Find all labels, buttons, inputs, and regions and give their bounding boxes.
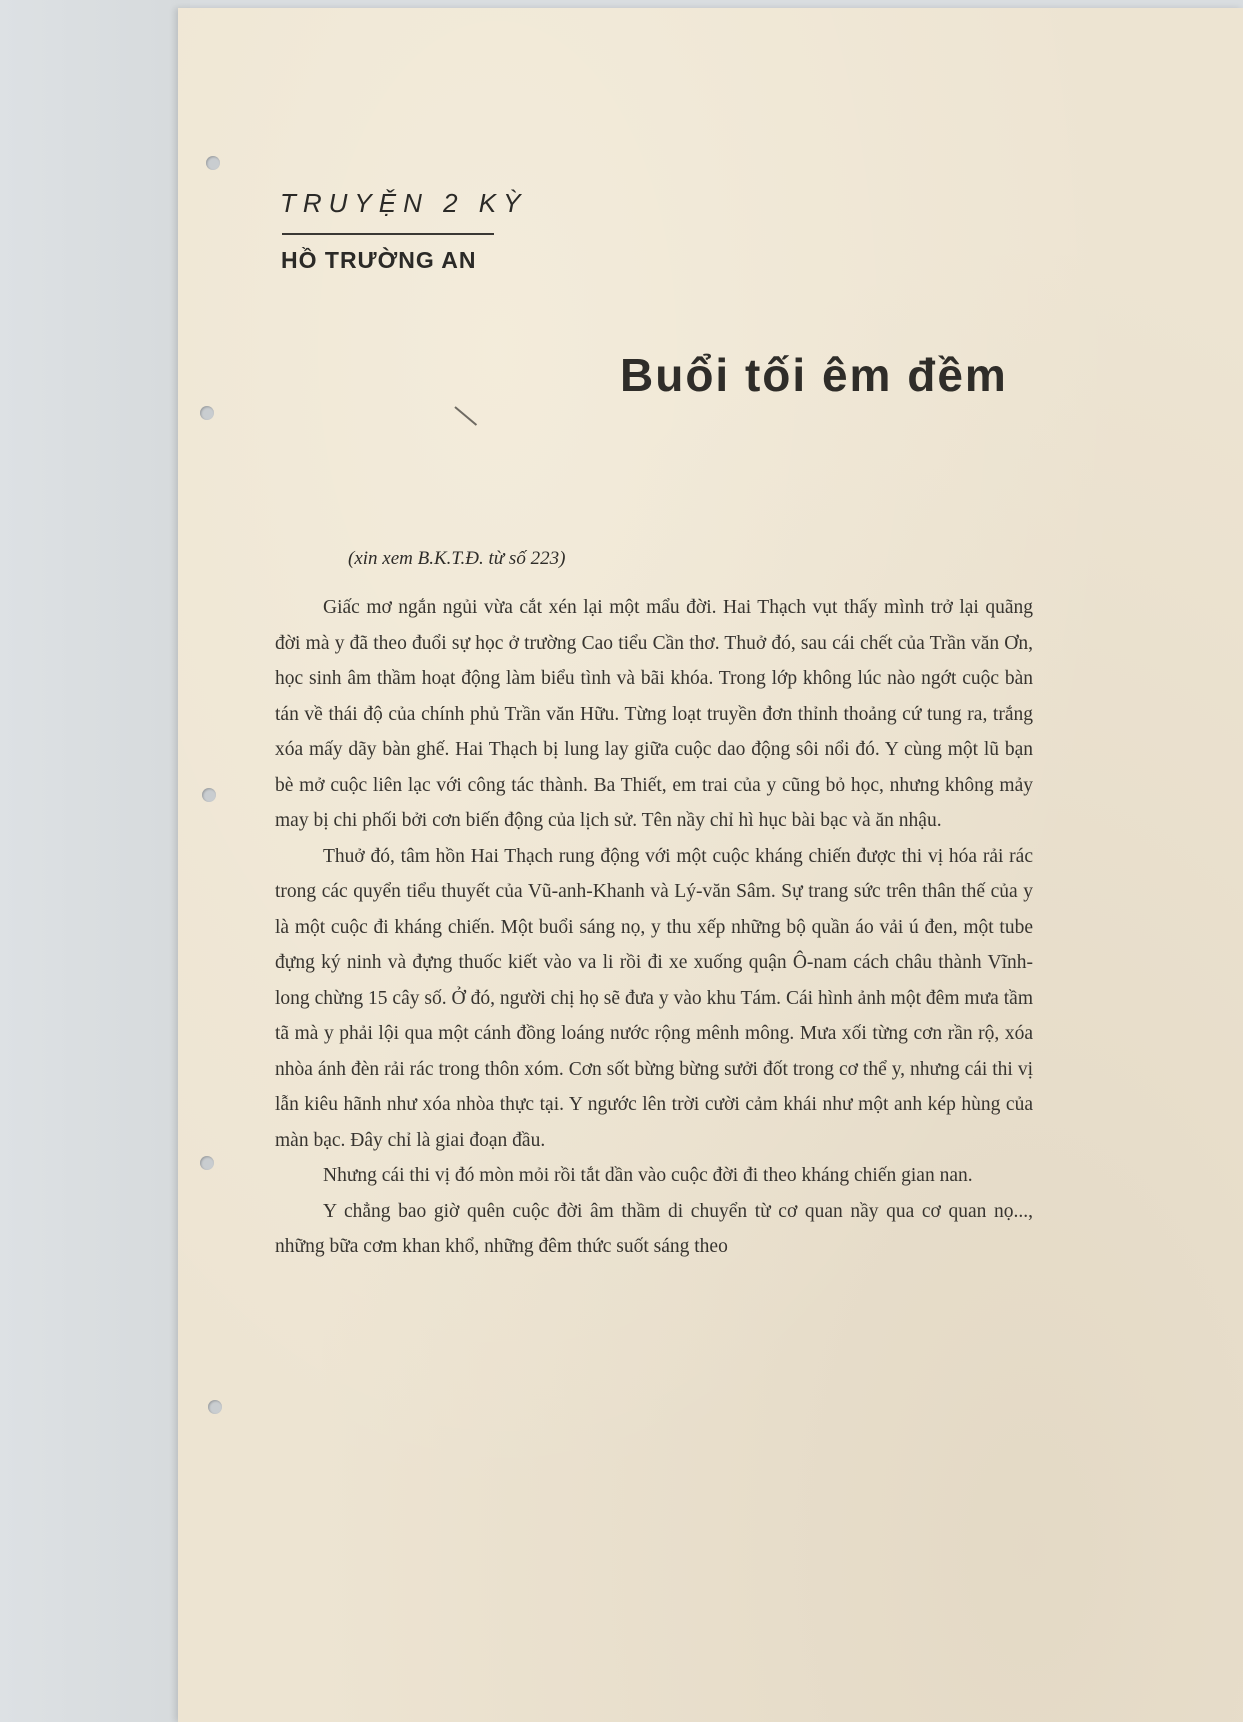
article-body (275, 590, 1033, 1265)
body-paragraph: Thuở đó, tâm hồn Hai Thạch rung động với một cuộc kháng chiến được thi vị hóa rải rác trong các quyển tiểu thuyết của Vũ-anh-Khanh và Lý-văn Sâm. Sự trang sức trên thân thế của y là một cuộc đi kháng chiến. Một buổi sáng nọ, y thu xếp những bộ quần áo vải ú đen, một tube đựng ký ninh và đựng thuốc kiết vào va li rồi đi xe xuống quận Ô-nam cách châu thành Vĩnh-long chừng 15 cây số. Ở đó, người chị họ sẽ đưa y vào khu Tám. Cái hình ảnh một đêm mưa tầm tã mà y phải lội qua một cánh đồng loáng nước rộng mênh mông. Mưa xối từng cơn rần rộ, xóa nhòa ánh đèn rải rác trong thôn xóm. Cơn sốt bừng bừng sưởi đốt trong cơ thể y, nhưng cái thi vị lẫn kiêu hãnh như xóa nhòa thực tại. Y ngước lên trời cười cảm khái như một anh kép hùng của màn bạc. Đây chỉ là giai đoạn đầu. (275, 845, 1033, 1151)
scan-margin (0, 0, 190, 1722)
punch-hole (206, 156, 220, 170)
body-paragraph: Giấc mơ ngắn ngủi vừa cắt xén lại một mẩu đời. Hai Thạch vụt thấy mình trở lại quãng đời mà y đã theo đuổi sự học ở trường Cao tiểu Cần thơ. Thuở đó, sau cái chết của Trần văn Ơn, học sinh âm thầm hoạt động làm biểu tình và bãi khóa. Trong lớp không lúc nào ngớt cuộc bàn tán về thái độ của chính phủ Trần văn Hữu. Từng loạt truyền đơn thỉnh thoảng cứ tung ra, trắng xóa mấy dãy bàn ghế. Hai Thạch bị lung lay giữa cuộc dao động sôi nổi đó. Y cùng một lũ bạn bè mở cuộc liên lạc với công tác thành. Ba Thiết, em trai của y cũng bỏ học, nhưng không mảy may bị chi phối bởi cơn biến động của lịch sử. Tên nầy chỉ hì hục bài bạc và ăn nhậu. (275, 597, 1033, 831)
punch-hole (202, 788, 216, 802)
header-divider (282, 233, 494, 235)
punch-hole (208, 1400, 222, 1414)
author-name: HỒ TRƯỜNG AN (281, 247, 477, 273)
series-label: TRUYỆN 2 KỲ (280, 188, 528, 218)
punch-hole (200, 1156, 214, 1170)
body-paragraph: Nhưng cái thi vị đó mòn mỏi rồi tắt dần vào cuộc đời đi theo kháng chiến gian nan. (323, 1165, 973, 1186)
punch-hole (200, 406, 214, 420)
article-title: Buổi tối êm đềm (620, 349, 1008, 401)
reference-note: (xin xem B.K.T.Đ. từ số 223) (348, 548, 566, 569)
body-paragraph: Y chẳng bao giờ quên cuộc đời âm thầm di chuyển từ cơ quan nầy qua cơ quan nọ..., những bữa cơm khan khổ, những đêm thức suốt sáng theo (275, 1200, 1033, 1257)
